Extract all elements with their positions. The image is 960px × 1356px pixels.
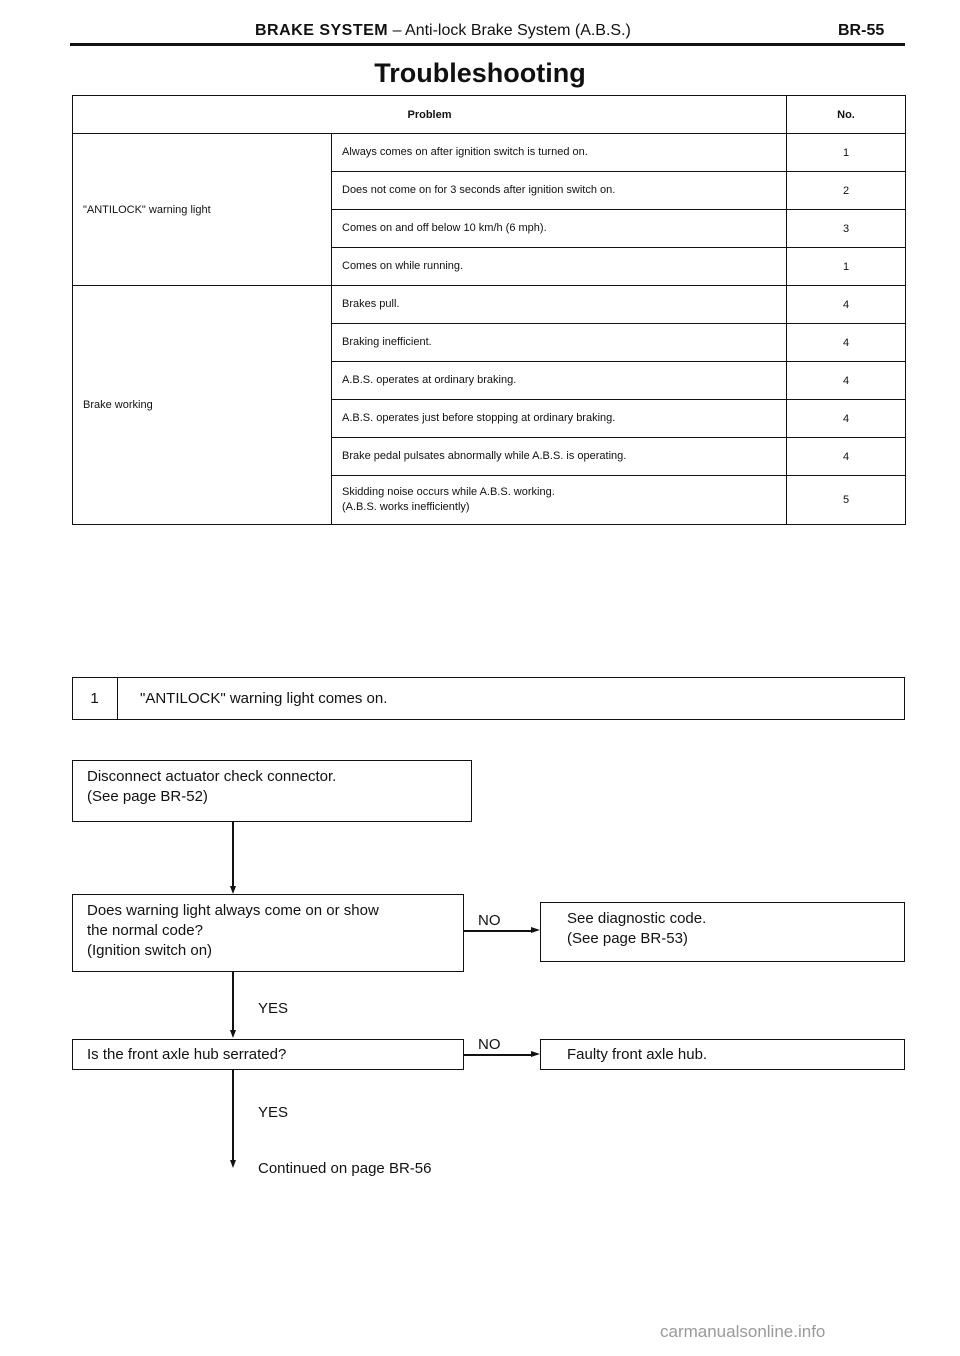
- table-row: [73, 134, 906, 172]
- problem-cell: Comes on and off below 10 km/h (6 mph).: [332, 210, 787, 248]
- arrow-right-icon: [531, 927, 540, 933]
- flow-label-yes: YES: [258, 1104, 289, 1121]
- header-rule: [70, 43, 905, 46]
- number-cell: 4: [787, 438, 906, 476]
- flow-label-no: NO: [478, 912, 501, 929]
- flow-result-faulty-front-axle-hub: Faulty front axle hub.: [540, 1039, 905, 1070]
- arrow-down-icon: [230, 1160, 236, 1168]
- flow-connector-line: [232, 822, 234, 888]
- problem-cell: Brakes pull.: [332, 286, 787, 324]
- troubleshooting-table: [72, 95, 906, 525]
- number-cell: 3: [787, 210, 906, 248]
- watermark: carmanualsonline.info: [660, 1322, 826, 1341]
- table-row: [73, 286, 906, 324]
- column-header-problem: Problem: [73, 96, 787, 134]
- number-cell: 4: [787, 286, 906, 324]
- arrow-down-icon: [230, 886, 236, 894]
- problem-cell: A.B.S. operates just before stopping at ordinary braking.: [332, 400, 787, 438]
- flow-label-yes: YES: [258, 1000, 289, 1017]
- page-title: Troubleshooting: [374, 58, 586, 88]
- problem-cell: Skidding noise occurs while A.B.S. working. (A.B.S. works inefficiently): [332, 476, 787, 525]
- problem-cell: A.B.S. operates at ordinary braking.: [332, 362, 787, 400]
- problem-cell: Does not come on for 3 seconds after ignition switch on.: [332, 172, 787, 210]
- flow-connector-line: [464, 1054, 532, 1056]
- number-cell: 5: [787, 476, 906, 525]
- number-cell: 4: [787, 362, 906, 400]
- problem-cell: Comes on while running.: [332, 248, 787, 286]
- flow-step-front-axle-hub-check: Is the front axle hub serrated?: [72, 1039, 464, 1070]
- section-number: 1: [72, 677, 118, 720]
- number-cell: 2: [787, 172, 906, 210]
- header-subsection: – Anti-lock Brake System (A.B.S.): [388, 22, 631, 39]
- column-header-no: No.: [787, 96, 906, 134]
- number-cell: 1: [787, 134, 906, 172]
- flow-step-disconnect-connector: Disconnect actuator check connector. (See page BR-52): [72, 760, 472, 822]
- arrow-down-icon: [230, 1030, 236, 1038]
- section-title: "ANTILOCK" warning light comes on.: [140, 690, 388, 707]
- flow-label-no: NO: [478, 1036, 501, 1053]
- group-label: Brake working: [73, 286, 332, 525]
- flow-step-warning-light-check: Does warning light always come on or show the normal code? (Ignition switch on): [72, 894, 464, 972]
- flow-connector-line: [232, 1070, 234, 1162]
- arrow-right-icon: [531, 1051, 540, 1057]
- header-section: BRAKE SYSTEM: [255, 22, 389, 39]
- flow-connector-line: [464, 930, 532, 932]
- problem-cell: Always comes on after ignition switch is turned on.: [332, 134, 787, 172]
- flow-connector-line: [232, 972, 234, 1032]
- number-cell: 4: [787, 400, 906, 438]
- number-cell: 4: [787, 324, 906, 362]
- problem-cell: Brake pedal pulsates abnormally while A.B.S. is operating.: [332, 438, 787, 476]
- running-header: [255, 22, 631, 40]
- table-header-row: [73, 96, 906, 134]
- group-label: "ANTILOCK" warning light: [73, 134, 332, 286]
- page-number: BR-55: [838, 22, 885, 39]
- flow-result-see-diagnostic-code: See diagnostic code. (See page BR-53): [540, 902, 905, 962]
- number-cell: 1: [787, 248, 906, 286]
- flow-continued-note: Continued on page BR-56: [258, 1160, 432, 1177]
- problem-cell: Braking inefficient.: [332, 324, 787, 362]
